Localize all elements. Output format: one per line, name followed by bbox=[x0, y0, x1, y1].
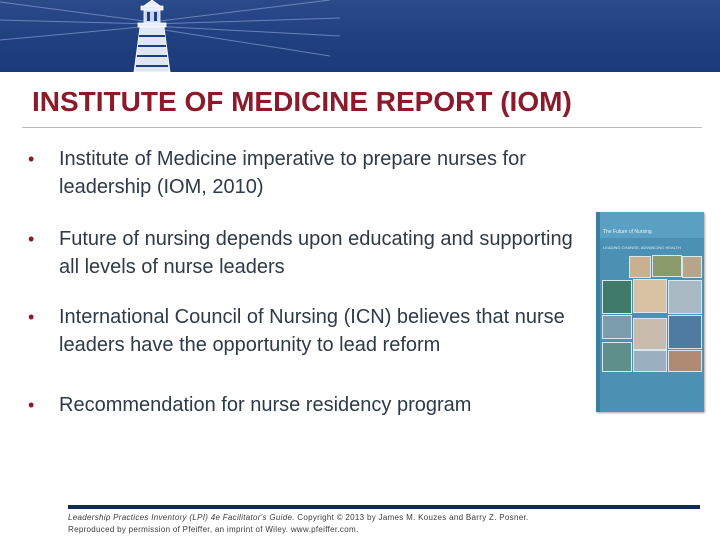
title-divider bbox=[22, 127, 702, 128]
footer-source-title: Leadership Practices Inventory (LPI) 4e Facilitator's Guide. bbox=[68, 513, 295, 522]
bullet-icon: • bbox=[28, 229, 35, 249]
book-cover-image bbox=[596, 212, 704, 412]
bullet-list bbox=[28, 145, 598, 419]
footer-citation bbox=[68, 512, 698, 536]
list-item bbox=[28, 391, 598, 419]
cover-photo bbox=[682, 256, 702, 278]
cover-photo bbox=[629, 256, 651, 278]
bullet-text: International Council of Nursing (ICN) believes that nurse leaders have the opportunity to lead reform bbox=[59, 306, 565, 356]
cover-photo bbox=[602, 315, 632, 339]
lighthouse-icon bbox=[0, 0, 720, 72]
cover-photo bbox=[668, 315, 702, 349]
footer-divider bbox=[68, 505, 700, 509]
cover-photo bbox=[602, 342, 632, 372]
cover-photo bbox=[668, 280, 702, 314]
bullet-icon: • bbox=[28, 307, 35, 327]
cover-photo bbox=[633, 350, 667, 372]
bullet-text: Recommendation for nurse residency program bbox=[59, 394, 472, 416]
bullet-text: Institute of Medicine imperative to prepare nurses for leadership (IOM, 2010) bbox=[59, 148, 526, 198]
list-item bbox=[28, 303, 598, 359]
header-banner bbox=[0, 0, 720, 72]
footer-permission: Reproduced by permission of Pfeiffer, an imprint of Wiley. www.pfeiffer.com. bbox=[68, 525, 359, 534]
book-cover-subtitle: LEADING CHANGE, ADVANCING HEALTH bbox=[603, 245, 681, 250]
cover-photo bbox=[633, 279, 667, 313]
footer-copyright: Copyright © 2013 by James M. Kouzes and Barry Z. Posner. bbox=[294, 513, 529, 522]
list-item bbox=[28, 225, 598, 281]
cover-photo bbox=[633, 318, 667, 350]
cover-photo bbox=[668, 350, 702, 372]
book-spine bbox=[596, 212, 600, 412]
bullet-text: Future of nursing depends upon educating and supporting all levels of nurse leaders bbox=[59, 228, 573, 278]
list-item bbox=[28, 145, 598, 201]
cover-photo bbox=[652, 255, 682, 277]
bullet-icon: • bbox=[28, 149, 35, 169]
footer-line-1 bbox=[68, 512, 698, 524]
book-cover-title: The Future of Nursing bbox=[603, 229, 652, 235]
page-title: INSTITUTE OF MEDICINE REPORT (IOM) bbox=[32, 86, 572, 117]
cover-photo bbox=[602, 280, 632, 314]
bullet-icon: • bbox=[28, 395, 35, 415]
